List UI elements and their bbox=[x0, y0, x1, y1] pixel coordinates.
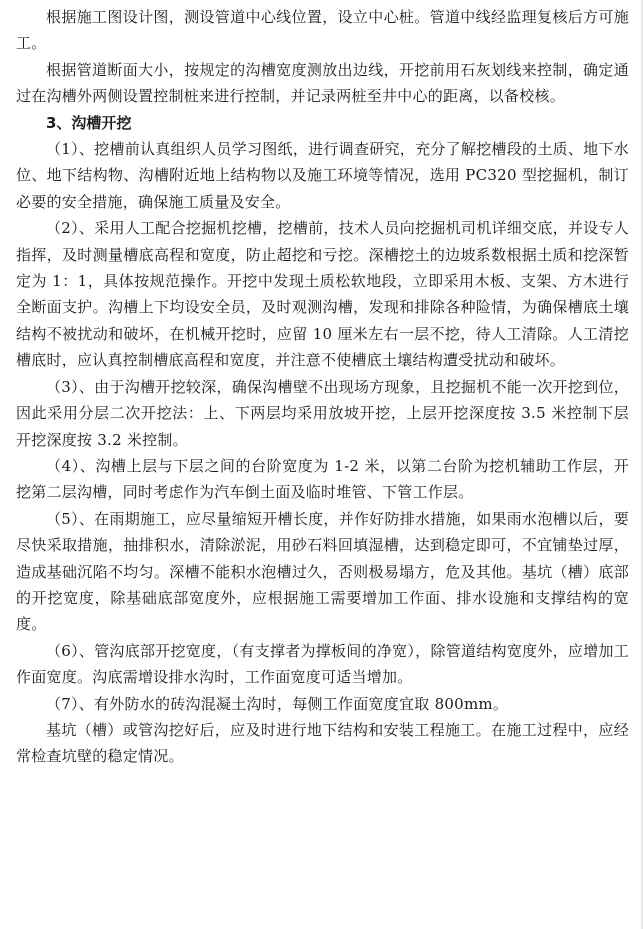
paragraph-survey-centerline: 根据施工图设计图，测设管道中心线位置，设立中心桩。管道中线经监理复核后方可施工。 bbox=[16, 8, 629, 53]
paragraph-item-1: （1）、挖槽前认真组织人员学习图纸，进行调查研究，充分了解挖槽段的土质、地下水位、地下结构物、沟槽附近地上结构物以及施工环境等情况，选用 PC320 型挖掘机，制订必要的安全措施，确保施工质量及安全。 bbox=[16, 140, 629, 211]
paragraph-trench-edge-marking: 根据管道断面大小，按规定的沟槽宽度测放出边线，开挖前用石灰划线来控制，确定通过在沟槽外两侧设置控制桩来进行控制，并记录两桩至井中心的距离，以备校核。 bbox=[16, 60, 629, 106]
paragraph-item-7: （7）、有外防水的砖沟混凝土沟时，每侧工作面宽度宜取 800mm。 bbox=[46, 694, 509, 713]
paragraph-item-3: （3）、由于沟槽开挖较深，确保沟槽壁不出现场方现象，且挖掘机不能一次开挖到位，因此采用分层二次开挖法：上、下两层均采用放坡开挖，上层开挖深度按 3.5 米控制下层开挖深度按 3.2 米控制。 bbox=[16, 377, 629, 449]
paragraph-item-2: （2）、采用人工配合挖掘机挖槽，挖槽前，技术人员向挖掘机司机详细交底，并设专人指挥，及时测量槽底高程和宽度，防止超挖和亏挖。深槽挖土的边坡系数根据土质和挖深暂定为 1：1，具体按规范操作。开挖中发现土质松软地段，立即采用木板、支架、方木进行全断面支护。沟槽上下均设安全员，及时观测沟槽，发现和排除各种险情，为确保槽底土壤结构不被扰动和破坏，在机械开挖时，应留 10 厘米左右一层不挖，待人工清除。人工清挖槽底时，应认真控制槽底高程和宽度，并注意不使槽底土壤结构遭受扰动和破坏。 bbox=[16, 219, 629, 370]
section-heading-trench-excavation: 3、沟槽开挖 bbox=[46, 113, 132, 132]
paragraph-item-5: （5）、在雨期施工，应尽量缩短开槽长度，并作好防排水措施，如果雨水泡槽以后，要尽快采取措施，抽排积水，清除淤泥，用砂石料回填湿槽，达到稳定即可，不宜铺垫过厚，造成基础沉陷不均匀。深槽不能积水泡槽过久，否则极易塌方，危及其他。基坑（槽）底部的开挖宽度，除基础底部宽度外，应根据施工需要增加工作面、排水设施和支撑结构的宽度。 bbox=[16, 509, 629, 634]
paragraph-item-4: （4）、沟槽上层与下层之间的台阶宽度为 1-2 米，以第二台阶为挖机辅助工作层，开挖第二层沟槽，同时考虑作为汽车倒土面及临时堆管、下管工作层。 bbox=[16, 456, 629, 502]
paragraph-closing: 基坑（槽）或管沟挖好后，应及时进行地下结构和安装工程施工。在施工过程中，应经常检查坑壁的稳定情况。 bbox=[16, 720, 629, 766]
paragraph-item-6: （6）、管沟底部开挖宽度，（有支撑者为撑板间的净宽），除管道结构宽度外，应增加工作面宽度。沟底需增设排水沟时，工作面宽度可适当增加。 bbox=[16, 641, 629, 687]
